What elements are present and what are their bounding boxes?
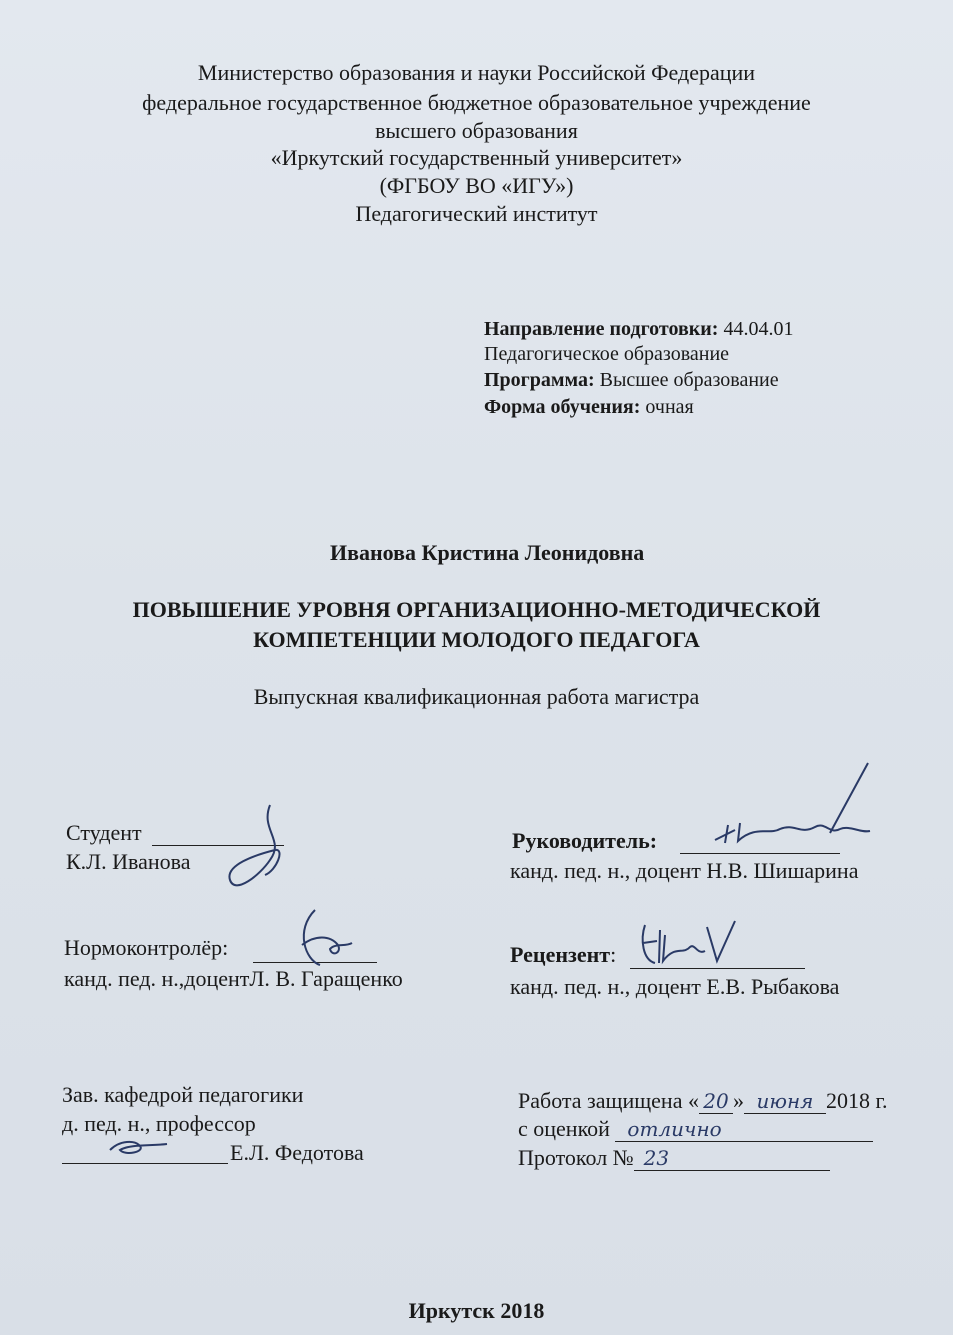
program-line (484, 369, 779, 392)
program-label: Программа: (484, 369, 595, 391)
student-label: Студент (66, 820, 142, 845)
reviewer-label-line (510, 942, 616, 968)
grade-value: отлично (615, 1117, 873, 1142)
institution-type-line: федеральное государственное бюджетное образовательное учреждение (142, 90, 811, 115)
form-line (484, 396, 694, 419)
city-year: Иркутск 2018 (408, 1298, 545, 1323)
defense-year: 2018 г. (825, 1088, 888, 1113)
protocol-value: 23 (634, 1146, 830, 1171)
education-level-line: высшего образования (375, 118, 578, 143)
defense-line (518, 1088, 888, 1114)
ministry-line: Министерство образования и науки Российской Федерации (197, 60, 756, 85)
head-label: Зав. кафедрой педагогики (62, 1082, 304, 1107)
thesis-title-line2: КОМПЕТЕНЦИИ МОЛОДОГО ПЕДАГОГА (253, 627, 700, 652)
supervisor-name: канд. пед. н., доцент Н.В. Шишарина (510, 858, 859, 883)
head-signature (105, 1132, 175, 1160)
protocol-label: Протокол № (518, 1145, 634, 1170)
thesis-title-line1: ПОВЫШЕНИЕ УРОВНЯ ОРГАНИЗАЦИОННО-МЕТОДИЧЕСКОЙ (132, 597, 821, 622)
form-label: Форма обучения: (484, 396, 641, 418)
author-name: Иванова Кристина Леонидовна (330, 540, 645, 565)
grade-label: с оценкой (518, 1116, 610, 1141)
grade-line (518, 1116, 873, 1142)
head-degree: д. пед. н., профессор (62, 1111, 256, 1136)
head-name: Е.Л. Федотова (230, 1140, 364, 1165)
direction-line (484, 318, 793, 341)
protocol-line (518, 1145, 830, 1171)
defense-day: 20 (699, 1089, 733, 1114)
reviewer-label: Рецензент (510, 942, 611, 967)
direction-value: 44.04.01 (718, 318, 794, 340)
defense-prefix: Работа защищена « (518, 1088, 699, 1113)
program-value: Высшее образование (594, 369, 779, 391)
defense-mid: » (732, 1088, 744, 1113)
defense-month: июня (744, 1089, 826, 1114)
reviewer-signature (635, 915, 750, 975)
university-name: «Иркутский государственный университет» (270, 145, 683, 170)
form-value: очная (640, 396, 694, 418)
direction-name: Педагогическое образование (484, 343, 730, 365)
institute-name: Педагогический институт (355, 201, 598, 226)
student-name: К.Л. Иванова (66, 849, 191, 874)
work-type: Выпускная квалификационная работа магистра (253, 684, 700, 709)
normcontrol-signature (290, 905, 370, 975)
normcontrol-label: Нормоконтролёр: (64, 935, 229, 960)
student-signature (215, 800, 305, 900)
reviewer-name: канд. пед. н., доцент Е.В. Рыбакова (510, 974, 840, 999)
head-signature-line (62, 1163, 228, 1164)
supervisor-label: Руководитель: (512, 828, 658, 853)
supervisor-signature (700, 755, 880, 855)
reviewer-colon: : (610, 942, 617, 967)
university-abbr: (ФГБОУ ВО «ИГУ») (379, 173, 574, 198)
direction-label: Направление подготовки: (484, 318, 719, 340)
normcontrol-name: канд. пед. н.,доцентЛ. В. Гаращенко (64, 966, 403, 991)
